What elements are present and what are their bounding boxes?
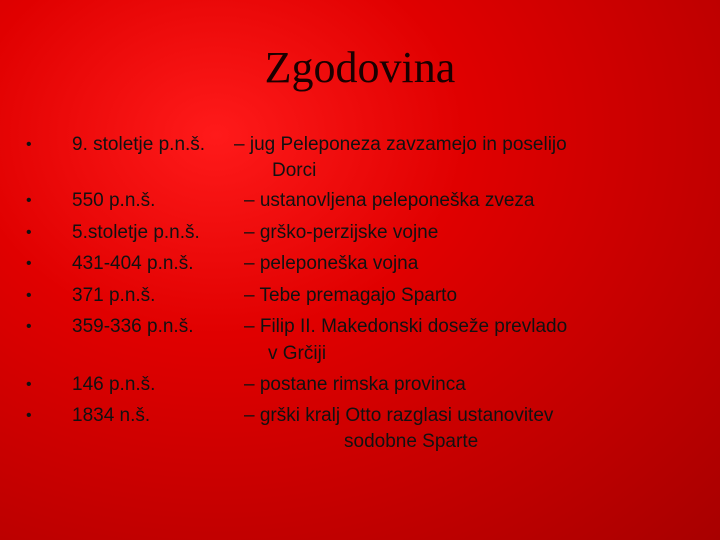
item-date: 9. stoletje p.n.š. <box>72 134 206 155</box>
item-description: – grško-perzijske vojne <box>244 222 439 243</box>
bullet-icon: • <box>26 255 32 272</box>
item-description: – Tebe premagajo Sparto <box>244 285 458 306</box>
item-description-continuation: Dorci <box>272 160 317 181</box>
bullet-icon: • <box>26 407 32 424</box>
item-description: – grški kralj Otto razglasi ustanovitev <box>244 405 554 426</box>
item-description: – Filip II. Makedonski doseže prevlado <box>244 316 568 337</box>
list-item <box>0 370 720 400</box>
bullet-icon: • <box>26 224 32 241</box>
item-description: – peleponeška vojna <box>244 253 419 274</box>
list-item <box>0 218 720 248</box>
item-date: 5.stoletje p.n.š. <box>72 222 200 243</box>
item-description-continuation: sodobne Sparte <box>344 431 479 452</box>
item-date: 550 p.n.š. <box>72 190 156 211</box>
item-description: – postane rimska provinca <box>244 374 466 395</box>
slide-title: Zgodovina <box>264 43 456 92</box>
list-item <box>0 312 720 342</box>
bullet-icon: • <box>26 376 32 393</box>
item-description: – jug Peleponeza zavzamejo in poselijo <box>234 134 567 155</box>
bullet-icon: • <box>26 192 32 209</box>
item-date: 146 p.n.š. <box>72 374 156 395</box>
item-date: 431-404 p.n.š. <box>72 253 194 274</box>
bullet-icon: • <box>26 136 32 153</box>
list-item <box>0 186 720 216</box>
list-item <box>0 281 720 311</box>
item-date: 371 p.n.š. <box>72 285 156 306</box>
list-item <box>0 130 720 160</box>
item-date: 359-336 p.n.š. <box>72 316 194 337</box>
list-item <box>0 401 720 431</box>
item-date: 1834 n.š. <box>72 405 151 426</box>
bullet-icon: • <box>26 318 32 335</box>
list-item <box>0 249 720 279</box>
bullet-icon: • <box>26 287 32 304</box>
item-description: – ustanovljena peleponeška zveza <box>244 190 535 211</box>
item-description-continuation: v Grčiji <box>268 343 327 364</box>
